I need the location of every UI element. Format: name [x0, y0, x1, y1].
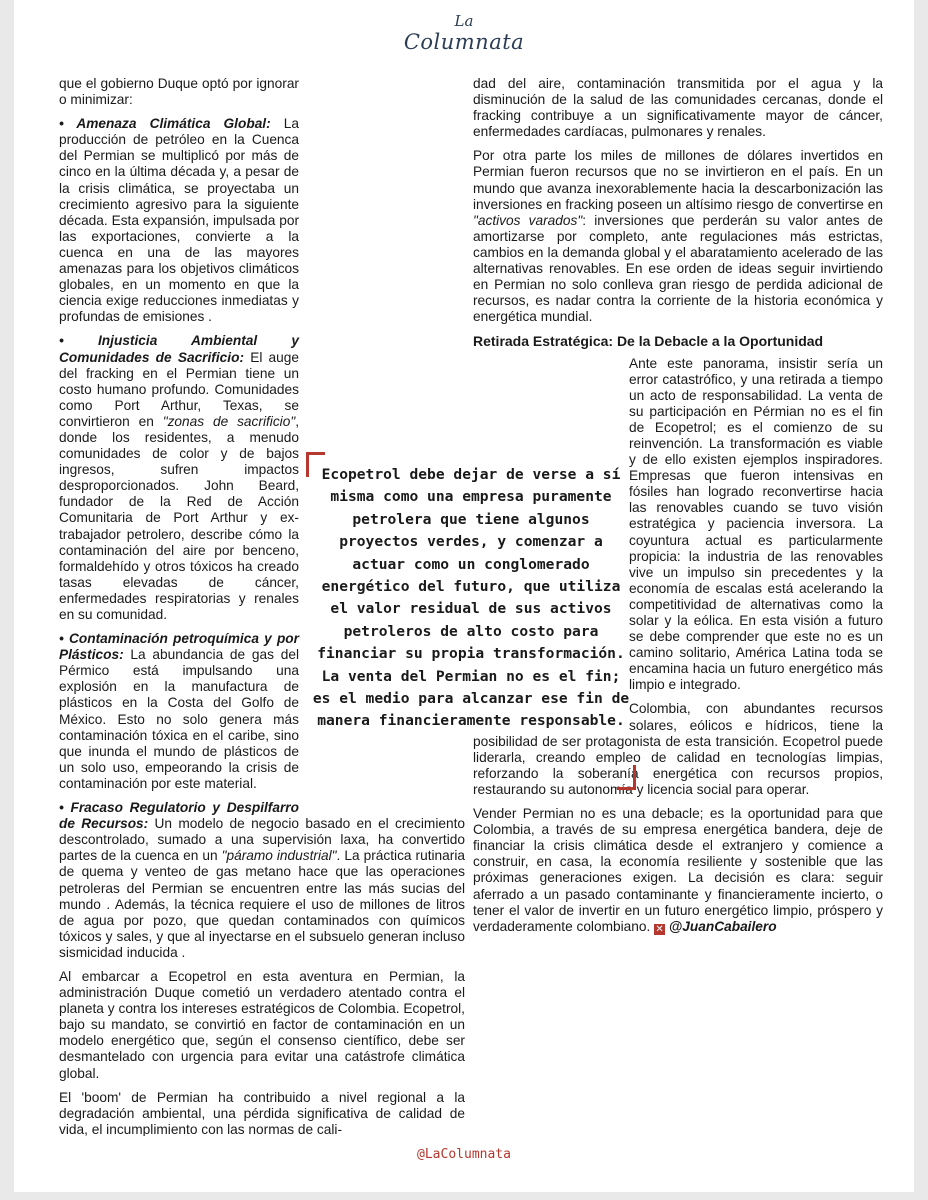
paragraph-ecopetrol: Al embarcar a Ecopetrol en esta aventura en Permian, la administración Duque cometió un verdadero atentado contra el planeta y contra los intereses estratégicos de Colombia. Ecopetrol, bajo su mandato, se convirtió en factor de contaminación en un modelo energético que, según el consenso científico, debe ser desmantelado con urgencia para evitar una catástrofe climática global.	[59, 968, 465, 1081]
paragraph-boom: El 'boom' de Permian ha contribuido a nivel regional a la degradación ambiental, una pérdida significativa de calidad de vida, el incumplimiento con las normas de cali-	[59, 1089, 465, 1136]
footer-handle[interactable]: @LaColumnata	[417, 1147, 511, 1162]
pullquote-text: Ecopetrol debe dejar de verse a sí misma como una empresa puramente petrolera que tiene algunos proyectos verdes, y comenzar a actuar como un conglomerado energético del futuro, que utiliza el valor residual de sus activos petroleros de alto costo para financiar su propia transformación. La venta del Permian no es el fin; es el medio para alcanzar ese fin de manera financieramente responsable.	[312, 466, 630, 730]
pullquote-corner-bottom-right	[617, 765, 636, 790]
bullet-title: • Contaminación petroquímica y por Plásticos:	[59, 631, 299, 663]
bullet-climate: • Amenaza Climática Global: La producción de petróleo en la Cuenca del Permian se multiplicó por más de cinco en la última década y, a pesar de la crisis climática, se proyectaba un crecimiento agresivo para la siguiente década. Esta expansión, impulsada por las exportaciones, convierte a la cuenca en una de las mayores amenazas para los objetivos climáticos globales, en un momento en que la ciencia exige reducciones inmediatas y profundas de emisiones .	[59, 116, 299, 325]
paragraph-investment: Por otra parte los miles de millones de dólares invertidos en Permian fueron recursos que no se invirtieron en el país. En un mundo que avanza inexorablemente hacia la descarbonización las inversiones en fracking poseen un altísimo riesgo de convertirse en "activos varados": inversiones que perderán su valor antes de amortizarse por completo, ante regulaciones más estrictas, cambios en la demanda global y el abaratamiento acelerado de las alternativas renovables. En ese orden de ideas seguir invirtiendo en Permian no solo conlleva gran riesgo de perdida adicional de recursos, es nadar contra la corriente de la historia económica y energética mundial.	[473, 148, 883, 325]
pullquote	[306, 452, 636, 790]
section-title: Retirada Estratégica: De la Debacle a la Oportunidad	[473, 333, 824, 350]
paragraph-contamination: dad del aire, contaminación transmitida por el agua y la disminución de la salud de las comunidades cercanas, donde el fracking contribuye a un significativamente mayor de cáncer, enfermedades cardíacas, pulmonares y renales.	[473, 76, 883, 140]
author-handle[interactable]: @JuanCabailero	[668, 918, 777, 934]
masthead-title: Columnata	[403, 30, 525, 54]
intro-line: que el gobierno Duque optó por ignorar o minimizar:	[59, 76, 299, 108]
bullet-injustice: • Injusticia Ambiental y Comunidades de Sacrificio: El auge del fracking en el Permian tiene un costo humano profundo. Comunidades como Port Arthur, Texas, se convirtieron en "zonas de sacrificio", donde los residentes, a menudo comunidades de color y de bajos ingresos, sufren impactos desproporcionados. John Beard, fundador de la Red de Acción Comunitaria de Port Arthur y ex-trabajador petrolero, describe cómo la contaminación del aire por benceno, formaldehído y otros tóxicos ha creado tasas elevadas de cáncer, enfermedades respiratorias y renales en su comunidad.	[59, 333, 299, 622]
paragraph-retirada: Ante este panorama, insistir sería un error catastrófico, y una retirada a tiempo un acto de responsabilidad. La venta de su participación en Pérmian no es el fin de Ecopetrol; es el comienzo de su reinvención. La transformación es viable y de ello existen ejemplos inspiradores. Empresas que fueron intensivas en fósiles han logrado reconvertirse hacia las renovables cuando se tuvo visión estratégica y paciencia inversora. La coyuntura actual es particularmente propicia: la industria de las renovables vive un impulso sin precedentes y la economía de escalas está acelerando la competitividad de alternativas como la solar y la eólica. En esta visión a futuro se debe comprender que este no es un camino solitario, América Latina toda se encamina hacia un futuro energético más limpio e integrado.	[629, 355, 883, 693]
x-icon: ✕	[655, 923, 664, 935]
bullet-plastics: • Contaminación petroquímica y por Plásticos: La abundancia de gas del Pérmico está impulsando una explosión en la manufactura de plásticos en la Costa del Golfo de México. Esto no solo genera más contaminación tóxica en el caribe, sino que inunda el mundo de plásticos de un solo uso, empeorando la crisis de contaminación por este material.	[59, 631, 299, 791]
bullet-regulatory: • Fracaso Regulatorio y Despilfarro de Recursos: Un modelo de negocio basado en el crecimiento descontrolado, sumado a una supervisión laxa, ha convertido partes de la cuenca en un "páramo industrial". La práctica rutinaria de quema y venteo de gas metano hace que las operaciones petroleras del Permian se encuentren entre las más sucias del mundo . Además, la técnica requiere el uso de millones de litros de agua por pozo, que quedan contaminados con químicos tóxicos y sales, y que al inyectarse en el subsuelo generan incluso sismicidad inducida .	[59, 800, 465, 960]
bullet-title: • Injusticia Ambiental y Comunidades de Sacrificio:	[59, 333, 299, 365]
bullet-title: • Amenaza Climática Global:	[59, 116, 271, 132]
paragraph-colombia: Colombia, con abundantes recursos solares, eólicos e hídricos, tiene la posibilidad de ser protagonista de esta transición. Ecopetrol puede liderarla, creando empleo de calidad en tecnologías limpias, reforzando la soberanía energética con recursos propios, restaurando su autonomía y licencia social para operar.	[473, 701, 883, 797]
masthead-small: La	[454, 12, 474, 30]
paragraph-vender: Vender Permian no es una debacle; es la oportunidad para que Colombia, a través de su empresa energética bandera, deje de financiar la crisis climática desde el extranjero y comience a construir, en casa, la economía resiliente y sostenible que las próximas generaciones exigen. La decisión es clara: seguir aferrado a un pasado contaminante y financieramente incierto, o tener el valor de invertir en un futuro energético limpio, próspero y verdaderamente colombiano. ✕ @JuanCabailero	[473, 806, 883, 935]
masthead	[14, 12, 914, 54]
page	[14, 0, 914, 1192]
bullet-title: • Fracaso Regulatorio y Despilfarro de Recursos:	[59, 800, 299, 832]
